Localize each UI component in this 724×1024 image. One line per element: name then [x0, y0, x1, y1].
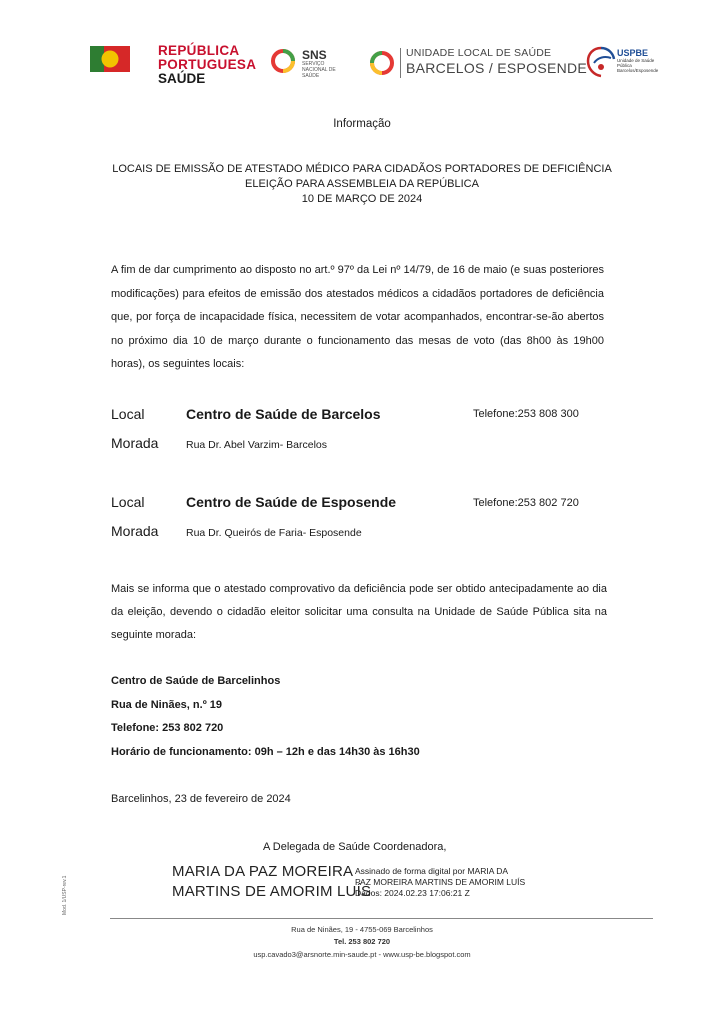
location-2-morada-label: Morada	[111, 523, 159, 539]
location-2-name: Centro de Saúde de Esposende	[186, 494, 397, 510]
title-line-2: ELEIÇÃO PARA ASSEMBLEIA DA REPÚBLICA	[245, 178, 479, 190]
signer-name	[172, 862, 371, 902]
rp-line3: SAÚDE	[158, 71, 206, 86]
uspbe-logo-text	[617, 48, 665, 73]
signer-name-line-1: MARIA DA PAZ MOREIRA	[172, 863, 354, 880]
document-heading: Informação	[333, 118, 391, 130]
usp-title: USPBE	[617, 48, 649, 58]
usp-street: Rua de Ninães, n.º 19	[111, 699, 222, 711]
usp-hours: Horário de funcionamento: 09h – 12h e das 14h30 às 16h30	[111, 746, 420, 758]
signer-role: A Delegada de Saúde Coordenadora,	[263, 841, 447, 853]
rp-line2: PORTUGUESA	[158, 57, 257, 72]
uls-line1: UNIDADE LOCAL DE SAÚDE	[406, 47, 552, 59]
usp-center-name: Centro de Saúde de Barcelinhos	[111, 675, 281, 687]
footer-contacts: usp.cavado3@arsnorte.min-saude.pt - www.usp-be.blogspot.com	[253, 950, 471, 959]
footer-address: Rua de Ninães, 19 - 4755-069 Barcelinhos	[291, 925, 433, 934]
digital-signature-note	[355, 866, 525, 899]
uls-line2: BARCELOS / ESPOSENDE	[406, 60, 588, 76]
uspbe-logo-icon	[585, 45, 617, 79]
usp-phone: Telefone: 253 802 720	[111, 722, 224, 734]
digital-signature-line-1: Assinado de forma digital por MARIA DA	[355, 866, 509, 876]
sns-title: SNS	[302, 48, 327, 62]
sns-logo-icon	[270, 48, 296, 74]
usp-subtitle: Unidade de Saúde Pública Barcelos/Esposende	[617, 58, 659, 73]
location-2-address: Rua Dr. Queirós de Faria- Esposende	[186, 527, 362, 539]
sns-logo-text	[302, 49, 350, 79]
location-2-local-label: Local	[111, 494, 145, 510]
digital-signature-line-2: PAZ MOREIRA MARTINS DE AMORIM LUÍS	[355, 877, 526, 887]
title-line-3: 10 DE MARÇO DE 2024	[301, 193, 423, 205]
place-date: Barcelinhos, 23 de fevereiro de 2024	[111, 793, 291, 805]
location-2-phone: Telefone:253 802 720	[473, 497, 579, 509]
title-line-1: LOCAIS DE EMISSÃO DE ATESTADO MÉDICO PARA CIDADÃOS PORTADORES DE DEFICIÊNCIA	[112, 163, 612, 175]
location-1-morada-label: Morada	[111, 435, 159, 451]
uls-logo-icon	[369, 50, 395, 76]
form-model-code: Mod. 1/USP-rev.1	[62, 875, 68, 915]
location-1-name: Centro de Saúde de Barcelos	[186, 406, 381, 422]
rp-line1: REPÚBLICA	[158, 43, 240, 58]
location-1-address: Rua Dr. Abel Varzim- Barcelos	[186, 439, 328, 451]
sns-subtitle: SERVIÇO NACIONAL DE SAÚDE	[302, 61, 336, 79]
info-paragraph: Mais se informa que o atestado comprovativo da deficiência pode ser obtido antecipadamente ao dia da eleição, devendo o cidadão eleitor solicitar uma consulta na Unidade de Saúde Pública sita na seguinte morada:	[111, 583, 607, 641]
uls-divider	[400, 48, 401, 78]
uls-logo-text	[406, 47, 587, 77]
digital-signature-line-3: Dados: 2024.02.23 17:06:21 Z	[355, 888, 470, 898]
portuguese-flag-logo	[90, 46, 130, 72]
location-1-phone: Telefone:253 808 300	[473, 408, 579, 420]
footer-phone: Tel. 253 802 720	[333, 937, 391, 946]
intro-paragraph: A fim de dar cumprimento ao disposto no art.º 97º da Lei nº 14/79, de 16 de maio (e suas posteriores modificações) para efeitos de emissão dos atestados médicos a cidadãos portadores de deficiência que, por força de incapacidade física, necessitem de votar acompanhados, encontrar-se-ão abertos no próximo dia 10 de março durante o funcionamento das mesas de voto (das 8h00 às 19h00 horas), os seguintes locais:	[111, 264, 604, 370]
signer-name-line-2: MARTINS DE AMORIM LUÍS	[172, 883, 372, 900]
location-1-local-label: Local	[111, 406, 145, 422]
footer-divider	[110, 918, 653, 919]
republica-portuguesa-logo-text	[158, 44, 256, 86]
